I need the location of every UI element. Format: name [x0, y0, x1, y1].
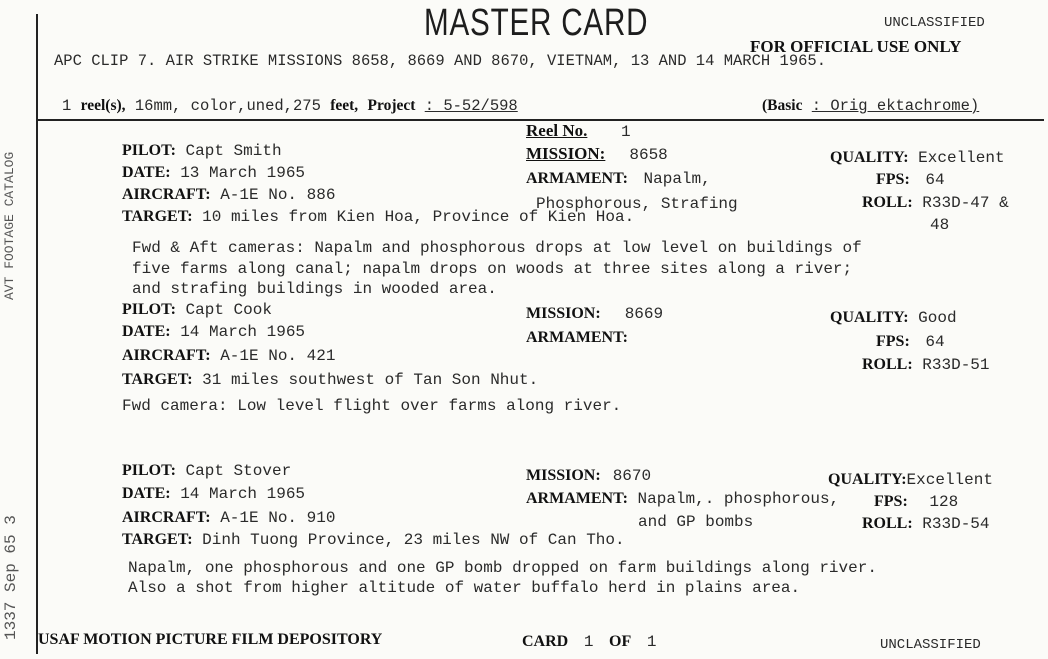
- mission-value: 8669: [624, 305, 664, 323]
- aircraft-value: A-1E No. 421: [220, 347, 336, 365]
- mission-value: 8658: [629, 146, 668, 164]
- reel-info-line: [62, 98, 518, 115]
- mission2-aircraft: [122, 348, 335, 364]
- target-label: TARGET:: [122, 371, 193, 388]
- pilot-value: Capt Stover: [185, 462, 292, 480]
- pilot-label: PILOT:: [122, 462, 176, 479]
- side-text-bottom: 1337 Sep 65 3: [2, 515, 20, 640]
- roll-value: R33D-51: [922, 356, 990, 374]
- quality-value: Good: [918, 309, 957, 327]
- reel-count: 1: [62, 97, 72, 115]
- mission2-target: [122, 372, 538, 388]
- mission3-quality: [828, 472, 993, 488]
- mission3-fps: [874, 494, 958, 510]
- mission2-date: [122, 324, 305, 340]
- target-value: Dinh Tuong Province, 23 miles NW of Can Tho.: [202, 531, 625, 549]
- date-value: 14 March 1965: [180, 485, 306, 503]
- mission2-roll: [862, 357, 990, 373]
- card-count: [522, 634, 656, 650]
- quality-label: QUALITY:: [828, 471, 907, 488]
- roll-value: R33D-47 &: [922, 194, 1009, 212]
- mission2-armament: [526, 330, 628, 346]
- classification-bottom: UNCLASSIFIED: [880, 637, 981, 653]
- mission1-date: [122, 165, 305, 181]
- mission-label: MISSION:: [526, 144, 606, 163]
- mission2-desc-1: Fwd camera: Low level flight over farms along river.: [122, 397, 622, 415]
- fps-value: 64: [925, 333, 945, 351]
- mission3-armament: [526, 491, 839, 507]
- of-label: OF: [609, 633, 632, 650]
- mission1-armament-2: Phosphorous, Strafing: [536, 195, 738, 213]
- left-border: [36, 14, 38, 654]
- basic-info: [762, 98, 979, 115]
- reel-word: reel(s),: [80, 97, 126, 114]
- aircraft-value: A-1E No. 886: [220, 186, 336, 204]
- mission1-mission: [526, 145, 668, 163]
- mission1-roll: [862, 195, 1009, 211]
- mission3-date: [122, 486, 305, 502]
- pilot-label: PILOT:: [122, 301, 176, 318]
- mission2-quality: [830, 310, 957, 326]
- color-text: color,uned,275: [190, 97, 321, 115]
- target-label: TARGET:: [122, 208, 193, 225]
- mission3-target: [122, 532, 625, 548]
- date-label: DATE:: [122, 164, 171, 181]
- mission1-desc-2: five farms along canal; napalm drops on woods at three sites along a river;: [132, 260, 853, 278]
- mission3-desc-1: Napalm, one phosphorous and one GP bomb dropped on farm buildings along river.: [128, 559, 877, 577]
- classification-top: UNCLASSIFIED: [884, 15, 985, 31]
- fps-label: FPS:: [876, 333, 910, 350]
- aircraft-label: AIRCRAFT:: [122, 186, 211, 203]
- date-label: DATE:: [122, 323, 171, 340]
- armament-label: ARMAMENT:: [526, 170, 628, 187]
- target-label: TARGET:: [122, 531, 193, 548]
- mission2-pilot: [122, 302, 272, 318]
- side-text-top: AVT FOOTAGE CATALOG: [2, 151, 17, 300]
- mission1-desc-1: Fwd & Aft cameras: Napalm and phosphorous drops at low level on buildings of: [132, 239, 862, 257]
- quality-value: Excellent: [918, 149, 1005, 167]
- fps-label: FPS:: [876, 171, 910, 188]
- reel-no-label: Reel No.: [526, 121, 588, 140]
- card-total: 1: [646, 633, 657, 651]
- mission3-roll: [862, 516, 990, 532]
- reel-no-value: 1: [620, 123, 631, 141]
- aircraft-label: AIRCRAFT:: [122, 509, 211, 526]
- pilot-label: PILOT:: [122, 142, 176, 159]
- armament-label: ARMAMENT:: [526, 329, 628, 346]
- aircraft-label: AIRCRAFT:: [122, 347, 211, 364]
- mission3-mission: [526, 468, 651, 484]
- official-use-notice: FOR OFFICIAL USE ONLY: [750, 37, 962, 56]
- card-num: 1: [583, 633, 594, 651]
- mission3-aircraft: [122, 510, 335, 526]
- basic-value: : Orig ektachrome): [811, 97, 980, 115]
- mission1-armament: [526, 171, 711, 187]
- armament-label: ARMAMENT:: [526, 490, 628, 507]
- clip-subject: APC CLIP 7. AIR STRIKE MISSIONS 8658, 8669 AND 8670, VIETNAM, 13 AND 14 MARCH 1965.: [54, 52, 827, 70]
- reel-no: [526, 122, 631, 140]
- date-value: 14 March 1965: [180, 323, 306, 341]
- pilot-value: Capt Smith: [185, 142, 282, 160]
- armament-value: Napalm,: [643, 170, 711, 188]
- mission3-armament-2: and GP bombs: [638, 513, 754, 531]
- roll-label: ROLL:: [862, 194, 913, 211]
- mission-value: 8670: [612, 467, 652, 485]
- aircraft-value: A-1E No. 910: [220, 509, 336, 527]
- mission-label: MISSION:: [526, 305, 601, 322]
- mission1-desc-3: and strafing buildings in wooded area.: [132, 280, 497, 298]
- date-label: DATE:: [122, 485, 171, 502]
- card-title: MASTER CARD: [424, 2, 649, 44]
- date-value: 13 March 1965: [180, 164, 306, 182]
- mission1-aircraft: [122, 187, 335, 203]
- mission1-roll-2: 48: [930, 216, 950, 234]
- mission2-fps: [876, 334, 945, 350]
- target-value: 10 miles from Kien Hoa, Province of Kien Hoa.: [202, 208, 635, 226]
- roll-value: R33D-54: [922, 515, 990, 533]
- fps-value: 128: [929, 493, 959, 511]
- project-value: : 5-52/598: [424, 97, 518, 115]
- feet-word: feet,: [330, 97, 359, 114]
- film-depository: USAF MOTION PICTURE FILM DEPOSITORY: [38, 631, 383, 648]
- target-value: 31 miles southwest of Tan Son Nhut.: [202, 371, 539, 389]
- roll-label: ROLL:: [862, 515, 913, 532]
- fps-value: 64: [925, 171, 945, 189]
- mission3-desc-2: Also a shot from higher altitude of water buffalo herd in plains area.: [128, 579, 801, 597]
- mission1-fps: [876, 172, 945, 188]
- quality-value: Excellent: [906, 471, 993, 489]
- gauge: 16mm,: [134, 97, 182, 115]
- mission1-pilot: [122, 143, 282, 159]
- armament-value: Napalm,. phosphorous,: [637, 490, 840, 508]
- mission1-quality: [830, 150, 1005, 166]
- quality-label: QUALITY:: [830, 149, 909, 166]
- card-label: CARD: [522, 633, 569, 650]
- pilot-value: Capt Cook: [185, 301, 272, 319]
- mission-label: MISSION:: [526, 467, 601, 484]
- basic-label: (Basic: [762, 97, 803, 114]
- roll-label: ROLL:: [862, 356, 913, 373]
- quality-label: QUALITY:: [830, 309, 909, 326]
- project-label: Project: [367, 97, 416, 114]
- mission3-pilot: [122, 463, 291, 479]
- mission2-mission: [526, 306, 663, 322]
- fps-label: FPS:: [874, 493, 908, 510]
